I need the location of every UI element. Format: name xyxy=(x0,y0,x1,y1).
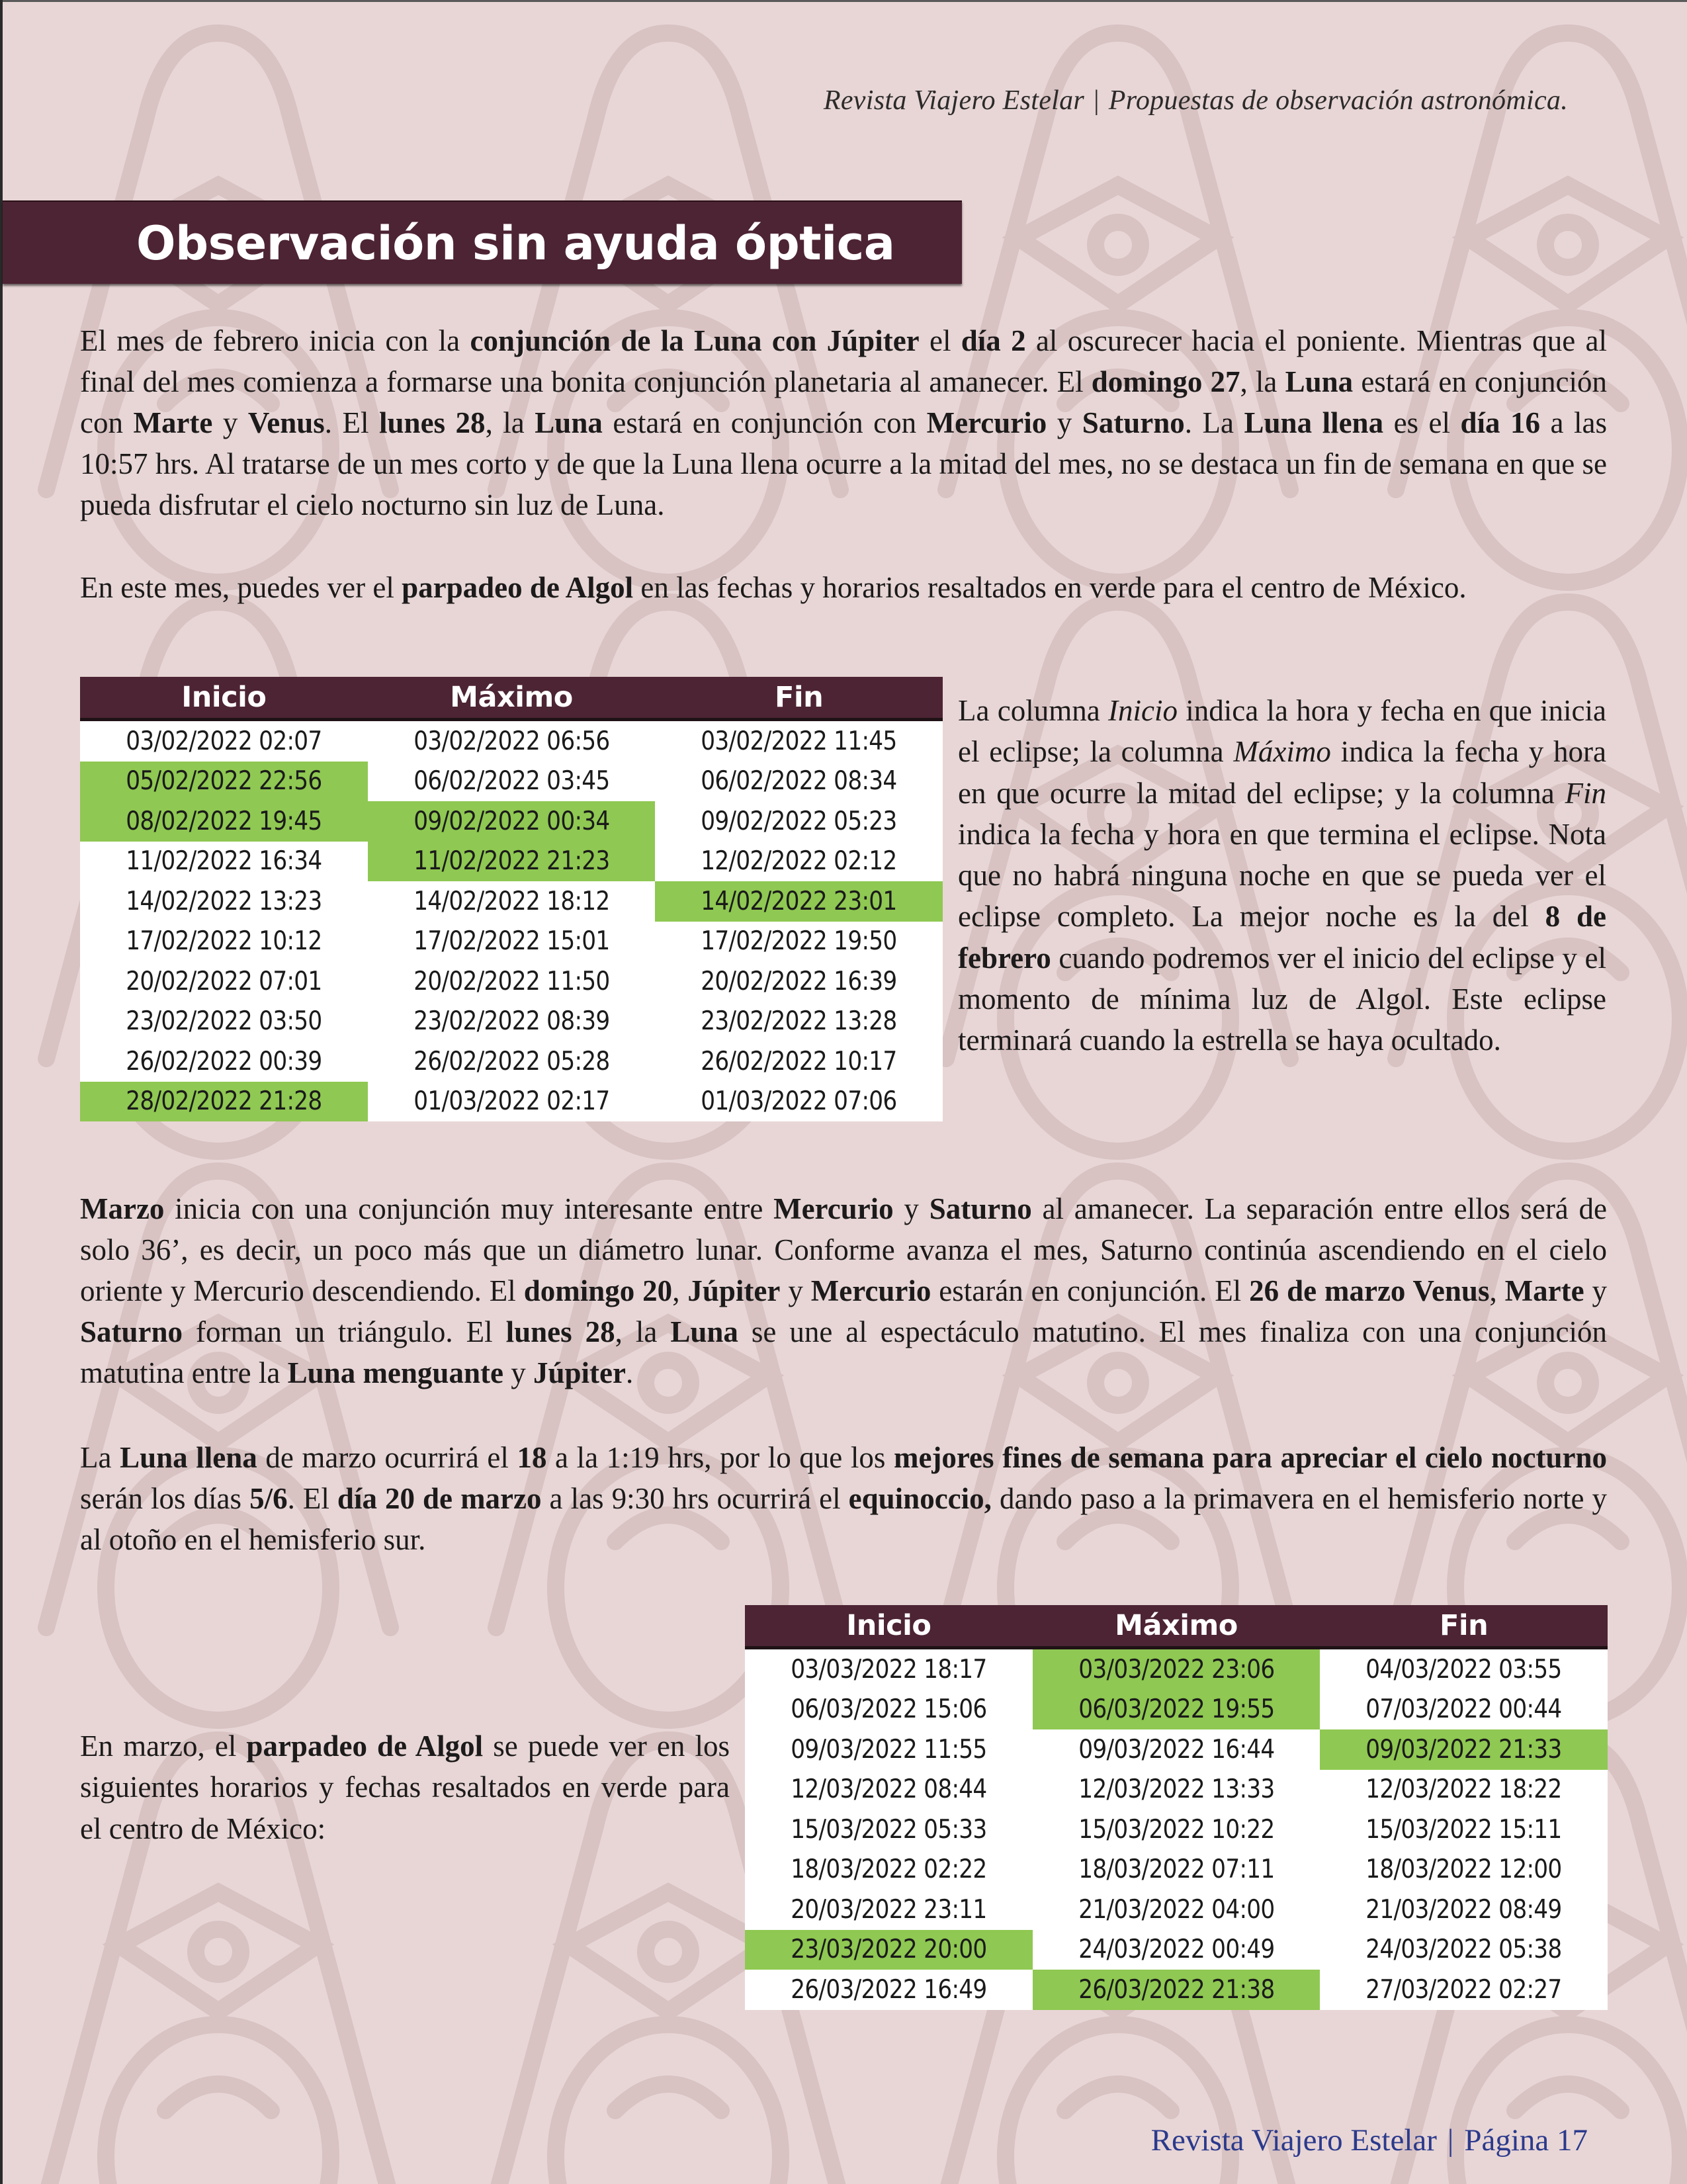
table-cell xyxy=(368,961,656,1002)
table-cell xyxy=(1320,1648,1608,1690)
cell-datetime: 20/02/2022 16:39 xyxy=(701,966,897,996)
table-row xyxy=(745,1930,1608,1970)
column-header-maximo: Máximo xyxy=(1033,1605,1320,1648)
table-row xyxy=(745,1970,1608,2010)
cell-datetime: 18/03/2022 12:00 xyxy=(1365,1855,1562,1885)
table-row xyxy=(80,720,943,762)
table-cell xyxy=(1320,1810,1608,1850)
march-moon-paragraph xyxy=(80,1437,1607,1560)
cell-datetime: 03/03/2022 23:06 xyxy=(1078,1654,1275,1684)
table-row xyxy=(80,842,943,882)
highlighted-cell xyxy=(80,1082,368,1122)
text-run: y xyxy=(503,1356,533,1389)
table-header-row xyxy=(80,677,943,720)
cell-datetime: 14/02/2022 18:12 xyxy=(413,886,610,916)
table-cell xyxy=(745,1770,1033,1810)
emphasis-text: Mercurio xyxy=(773,1192,894,1225)
february-intro-paragraph xyxy=(80,320,1607,525)
cell-datetime: 23/02/2022 13:28 xyxy=(701,1006,897,1037)
cell-datetime: 24/03/2022 00:49 xyxy=(1078,1935,1275,1965)
table-row xyxy=(745,1770,1608,1810)
footer-separator: | xyxy=(1447,2123,1454,2158)
text-run: serán los días xyxy=(80,1482,250,1515)
cell-datetime: 11/02/2022 16:34 xyxy=(126,846,322,877)
cell-datetime: 01/03/2022 02:17 xyxy=(413,1086,610,1117)
cell-datetime: 09/03/2022 11:55 xyxy=(791,1734,987,1765)
table-cell xyxy=(655,1082,943,1122)
table-cell xyxy=(655,1041,943,1082)
emphasis-text: Luna llena xyxy=(1244,406,1384,439)
february-table-explanation xyxy=(958,690,1606,1061)
cell-datetime: 03/02/2022 06:56 xyxy=(413,726,610,756)
cell-datetime: 26/03/2022 21:38 xyxy=(1078,1974,1275,2005)
page-frame-left xyxy=(0,0,3,2184)
table-cell xyxy=(1320,1890,1608,1930)
table-cell xyxy=(80,961,368,1002)
emphasis-text: Marzo xyxy=(80,1192,165,1225)
text-run: La columna xyxy=(958,694,1108,727)
text-run: La xyxy=(80,1441,120,1474)
section-title: Observación sin ayuda óptica xyxy=(136,216,895,271)
text-run: a las 9:30 hrs ocurrirá el xyxy=(541,1482,849,1515)
text-run: , la xyxy=(1240,365,1285,398)
highlighted-cell xyxy=(655,881,943,922)
table-cell xyxy=(1033,1770,1320,1810)
table-row xyxy=(745,1690,1608,1730)
table-cell xyxy=(368,1002,656,1042)
highlighted-cell xyxy=(80,762,368,802)
cell-datetime: 15/03/2022 15:11 xyxy=(1365,1814,1562,1845)
italic-term: Inicio xyxy=(1108,694,1178,727)
text-run: y xyxy=(1047,406,1082,439)
cell-datetime: 01/03/2022 07:06 xyxy=(701,1086,897,1117)
footer-publication: Revista Viajero Estelar xyxy=(1150,2123,1437,2158)
header-publication: Revista Viajero Estelar xyxy=(823,85,1085,116)
cell-datetime: 12/02/2022 02:12 xyxy=(701,846,897,877)
cell-datetime: 04/03/2022 03:55 xyxy=(1365,1654,1562,1684)
table-cell xyxy=(745,1890,1033,1930)
cell-datetime: 07/03/2022 00:44 xyxy=(1365,1694,1562,1725)
table-cell xyxy=(655,922,943,962)
text-run: se une al espectáculo matutino. El mes finaliza con una conjunción matutina entre la xyxy=(80,1315,1607,1389)
table-cell xyxy=(368,720,656,762)
cell-datetime: 06/03/2022 15:06 xyxy=(791,1694,987,1725)
table-row xyxy=(745,1648,1608,1690)
highlighted-cell xyxy=(1033,1970,1320,2010)
emphasis-text: Saturno xyxy=(929,1192,1032,1225)
emphasis-text: día 20 de marzo xyxy=(337,1482,542,1515)
emphasis-text: Saturno xyxy=(1082,406,1185,439)
table-row xyxy=(80,1041,943,1082)
cell-datetime: 15/03/2022 05:33 xyxy=(791,1814,987,1845)
cell-datetime: 18/03/2022 07:11 xyxy=(1078,1855,1275,1885)
cell-datetime: 26/02/2022 00:39 xyxy=(126,1046,322,1076)
table-row xyxy=(80,881,943,922)
cell-datetime: 20/03/2022 23:11 xyxy=(791,1894,987,1925)
table-cell xyxy=(745,1648,1033,1690)
cell-datetime: 26/03/2022 16:49 xyxy=(791,1974,987,2005)
table-cell xyxy=(80,842,368,882)
text-run: y xyxy=(893,1192,930,1225)
highlighted-cell xyxy=(368,842,656,882)
table-cell xyxy=(745,1810,1033,1850)
table-cell xyxy=(80,922,368,962)
emphasis-text: domingo 27 xyxy=(1091,365,1240,398)
cell-datetime: 15/03/2022 10:22 xyxy=(1078,1814,1275,1845)
cell-datetime: 23/02/2022 08:39 xyxy=(413,1006,610,1037)
cell-datetime: 08/02/2022 19:45 xyxy=(126,806,322,836)
text-run: indica la hora y fecha en que inicia el eclipse; la columna xyxy=(958,694,1606,769)
column-header-inicio: Inicio xyxy=(80,677,368,720)
table-cell xyxy=(80,720,368,762)
march-intro-paragraph xyxy=(80,1188,1607,1393)
header-section: Propuestas de observación astronómica. xyxy=(1108,85,1568,116)
text-run: En marzo, el xyxy=(80,1729,247,1763)
table-cell xyxy=(368,1082,656,1122)
table-cell xyxy=(655,720,943,762)
text-run: es el xyxy=(1383,406,1461,439)
table-cell xyxy=(1033,1850,1320,1890)
cell-datetime: 17/02/2022 10:12 xyxy=(126,926,322,957)
table-cell xyxy=(1033,1930,1320,1970)
text-run: En este mes, puedes ver el xyxy=(80,571,402,604)
table-header-row xyxy=(745,1605,1608,1648)
table-cell xyxy=(655,961,943,1002)
italic-term: Máximo xyxy=(1233,735,1331,769)
text-run: , xyxy=(1489,1274,1505,1307)
cell-datetime: 06/03/2022 19:55 xyxy=(1078,1694,1275,1725)
cell-datetime: 23/03/2022 20:00 xyxy=(791,1935,987,1965)
emphasis-text: día 16 xyxy=(1460,406,1541,439)
cell-datetime: 09/02/2022 05:23 xyxy=(701,806,897,836)
text-run: estará en conjunción con xyxy=(80,365,1608,439)
text-run: . El xyxy=(324,406,380,439)
text-run: al amanecer. La separación entre ellos será de solo 36’, es decir, un poco más que un diámetro lunar. Conforme avanza el mes, Saturno continúa ascendiendo en el cielo oriente y Mercurio descendiendo. El xyxy=(80,1192,1608,1307)
cell-datetime: 06/02/2022 03:45 xyxy=(413,766,610,797)
page-frame-top xyxy=(0,0,1687,2)
emphasis-text: Marte xyxy=(133,406,213,439)
table-cell xyxy=(1033,1729,1320,1770)
text-run: , xyxy=(672,1274,688,1307)
italic-term: Fin xyxy=(1565,776,1606,810)
emphasis-text: parpadeo de Algol xyxy=(402,571,634,604)
cell-datetime: 18/03/2022 02:22 xyxy=(791,1855,987,1885)
table-cell xyxy=(655,842,943,882)
emphasis-text: Júpiter xyxy=(533,1356,626,1389)
text-run: . El xyxy=(287,1482,337,1515)
text-run: indica la fecha y hora en que termina el eclipse. Nota que no habrá ninguna noche en que se pueda ver el eclipse completo. La mejor noche es la del xyxy=(958,817,1606,934)
cell-datetime: 03/03/2022 18:17 xyxy=(791,1654,987,1684)
emphasis-text: mejores fines de semana para apreciar el cielo nocturno xyxy=(893,1441,1607,1474)
emphasis-text: equinoccio, xyxy=(848,1482,992,1515)
cell-datetime: 14/02/2022 23:01 xyxy=(701,886,897,916)
cell-datetime: 05/02/2022 22:56 xyxy=(126,766,322,797)
emphasis-text: lunes 28 xyxy=(505,1315,615,1348)
text-run: inicia con una conjunción muy interesante entre xyxy=(164,1192,774,1225)
cell-datetime: 17/02/2022 15:01 xyxy=(413,926,610,957)
cell-datetime: 06/02/2022 08:34 xyxy=(701,766,897,797)
emphasis-text: Mercurio xyxy=(926,406,1047,439)
table-cell xyxy=(80,1002,368,1042)
february-algol-table xyxy=(80,677,943,1121)
table-row xyxy=(80,801,943,842)
table-cell xyxy=(1320,1930,1608,1970)
page-number: Página 17 xyxy=(1464,2123,1588,2158)
text-run: , la xyxy=(615,1315,671,1348)
text-run: al oscurecer hacia el poniente. Mientras que al final del mes comienza a formarse una bonita conjunción planetaria al amanecer. El xyxy=(80,324,1608,398)
cell-datetime: 20/02/2022 11:50 xyxy=(413,966,610,996)
emphasis-text: parpadeo de Algol xyxy=(246,1729,484,1763)
emphasis-text: 26 de marzo Venus xyxy=(1249,1274,1490,1307)
emphasis-text: Venus xyxy=(247,406,325,439)
text-run: en las fechas y horarios resaltados en verde para el centro de México. xyxy=(633,571,1467,604)
table-cell xyxy=(745,1729,1033,1770)
table-cell xyxy=(1320,1690,1608,1730)
text-run: se puede ver en los siguientes horarios y fechas resaltados en verde para el centro de México: xyxy=(80,1729,730,1845)
table-row xyxy=(80,922,943,962)
cell-datetime: 09/03/2022 16:44 xyxy=(1078,1734,1275,1765)
cell-datetime: 09/02/2022 00:34 xyxy=(413,806,610,836)
cell-datetime: 26/02/2022 05:28 xyxy=(413,1046,610,1076)
cell-datetime: 21/03/2022 08:49 xyxy=(1365,1894,1562,1925)
text-run: . La xyxy=(1184,406,1244,439)
section-banner xyxy=(3,200,962,284)
highlighted-cell xyxy=(1033,1648,1320,1690)
header-separator: | xyxy=(1094,85,1100,116)
emphasis-text: Marte xyxy=(1504,1274,1584,1307)
table-cell xyxy=(80,881,368,922)
emphasis-text: Luna xyxy=(670,1315,738,1348)
cell-datetime: 11/02/2022 21:23 xyxy=(413,846,610,877)
page-footer xyxy=(1151,2122,1588,2158)
cell-datetime: 24/03/2022 05:38 xyxy=(1365,1935,1562,1965)
text-run: El mes de febrero inicia con la xyxy=(80,324,470,357)
cell-datetime: 12/03/2022 08:44 xyxy=(791,1774,987,1805)
text-run: , la xyxy=(485,406,535,439)
text-run: indica la fecha y hora en que ocurre la mitad del eclipse; y la columna xyxy=(958,735,1606,810)
cell-datetime: 21/03/2022 04:00 xyxy=(1078,1894,1275,1925)
cell-datetime: 12/03/2022 18:22 xyxy=(1365,1774,1562,1805)
table-cell xyxy=(368,1041,656,1082)
table-row xyxy=(80,1002,943,1042)
column-header-fin: Fin xyxy=(655,677,943,720)
emphasis-text: lunes 28 xyxy=(379,406,486,439)
emphasis-text: Mercurio xyxy=(810,1274,931,1307)
table-cell xyxy=(655,1002,943,1042)
cell-datetime: 12/03/2022 13:33 xyxy=(1078,1774,1275,1805)
cell-datetime: 09/03/2022 21:33 xyxy=(1365,1734,1562,1765)
column-header-maximo: Máximo xyxy=(368,677,656,720)
table-row xyxy=(745,1810,1608,1850)
highlighted-cell xyxy=(1320,1729,1608,1770)
text-run: cuando podremos ver el inicio del eclipse y el momento de mínima luz de Algol. Este eclipse terminará cuando la estrella se haya ocultado. xyxy=(958,941,1606,1057)
table-cell xyxy=(1320,1850,1608,1890)
emphasis-text: Júpiter xyxy=(687,1274,781,1307)
table-row xyxy=(80,1082,943,1122)
table-cell xyxy=(368,881,656,922)
table-cell xyxy=(368,922,656,962)
february-algol-paragraph xyxy=(80,567,1607,608)
march-algol-paragraph xyxy=(80,1725,730,1849)
table-row xyxy=(745,1729,1608,1770)
text-run: dando paso a la primavera en el hemisferio norte y al otoño en el hemisferio sur. xyxy=(80,1482,1607,1556)
highlighted-cell xyxy=(1033,1690,1320,1730)
cell-datetime: 23/02/2022 03:50 xyxy=(126,1006,322,1037)
table-cell xyxy=(1033,1890,1320,1930)
cell-datetime: 17/02/2022 19:50 xyxy=(701,926,897,957)
emphasis-text: domingo 20 xyxy=(523,1274,673,1307)
text-run: y xyxy=(1584,1274,1607,1307)
emphasis-text: día 2 xyxy=(961,324,1026,357)
table-cell xyxy=(1320,1770,1608,1810)
text-run: forman un triángulo. El xyxy=(183,1315,506,1348)
text-run: el xyxy=(919,324,961,357)
emphasis-text: 8 de febrero xyxy=(958,900,1607,975)
table-row xyxy=(745,1850,1608,1890)
emphasis-text: Luna llena xyxy=(120,1441,257,1474)
emphasis-text: 18 xyxy=(517,1441,547,1474)
text-run: . xyxy=(625,1356,634,1389)
table-cell xyxy=(745,1850,1033,1890)
table-cell xyxy=(1320,1970,1608,2010)
emphasis-text: conjunción de la Luna con Júpiter xyxy=(470,324,920,357)
column-header-inicio: Inicio xyxy=(745,1605,1033,1648)
highlighted-cell xyxy=(368,801,656,842)
table-cell xyxy=(655,801,943,842)
text-run: y xyxy=(780,1274,811,1307)
emphasis-text: Luna xyxy=(1285,365,1354,398)
emphasis-text: 5/6 xyxy=(249,1482,288,1515)
text-run: a la 1:19 hrs, por lo que los xyxy=(546,1441,894,1474)
text-run: estará en conjunción con xyxy=(602,406,927,439)
text-run: y xyxy=(212,406,248,439)
highlighted-cell xyxy=(80,801,368,842)
column-header-fin: Fin xyxy=(1320,1605,1608,1648)
text-run: estarán en conjunción. El xyxy=(931,1274,1250,1307)
cell-datetime: 03/02/2022 11:45 xyxy=(701,726,897,756)
table-cell xyxy=(368,762,656,802)
cell-datetime: 28/02/2022 21:28 xyxy=(126,1086,322,1117)
table-row xyxy=(80,762,943,802)
emphasis-text: Saturno xyxy=(80,1315,183,1348)
cell-datetime: 14/02/2022 13:23 xyxy=(126,886,322,916)
emphasis-text: Luna xyxy=(535,406,603,439)
cell-datetime: 26/02/2022 10:17 xyxy=(701,1046,897,1076)
cell-datetime: 03/02/2022 02:07 xyxy=(126,726,322,756)
table-cell xyxy=(80,1041,368,1082)
highlighted-cell xyxy=(745,1930,1033,1970)
running-header xyxy=(824,85,1568,116)
table-cell xyxy=(745,1970,1033,2010)
cell-datetime: 20/02/2022 07:01 xyxy=(126,966,322,996)
text-run: a las 10:57 hrs. Al tratarse de un mes corto y de que la Luna llena ocurre a la mitad del mes, no se destaca un fin de semana en que se pueda disfrutar el cielo nocturno sin luz de Luna. xyxy=(80,406,1608,521)
emphasis-text: Luna menguante xyxy=(287,1356,503,1389)
table-cell xyxy=(1033,1810,1320,1850)
table-cell xyxy=(745,1690,1033,1730)
cell-datetime: 27/03/2022 02:27 xyxy=(1365,1974,1562,2005)
text-run: de marzo ocurrirá el xyxy=(257,1441,517,1474)
table-cell xyxy=(655,762,943,802)
table-row xyxy=(80,961,943,1002)
table-row xyxy=(745,1890,1608,1930)
march-algol-table xyxy=(745,1605,1608,2010)
